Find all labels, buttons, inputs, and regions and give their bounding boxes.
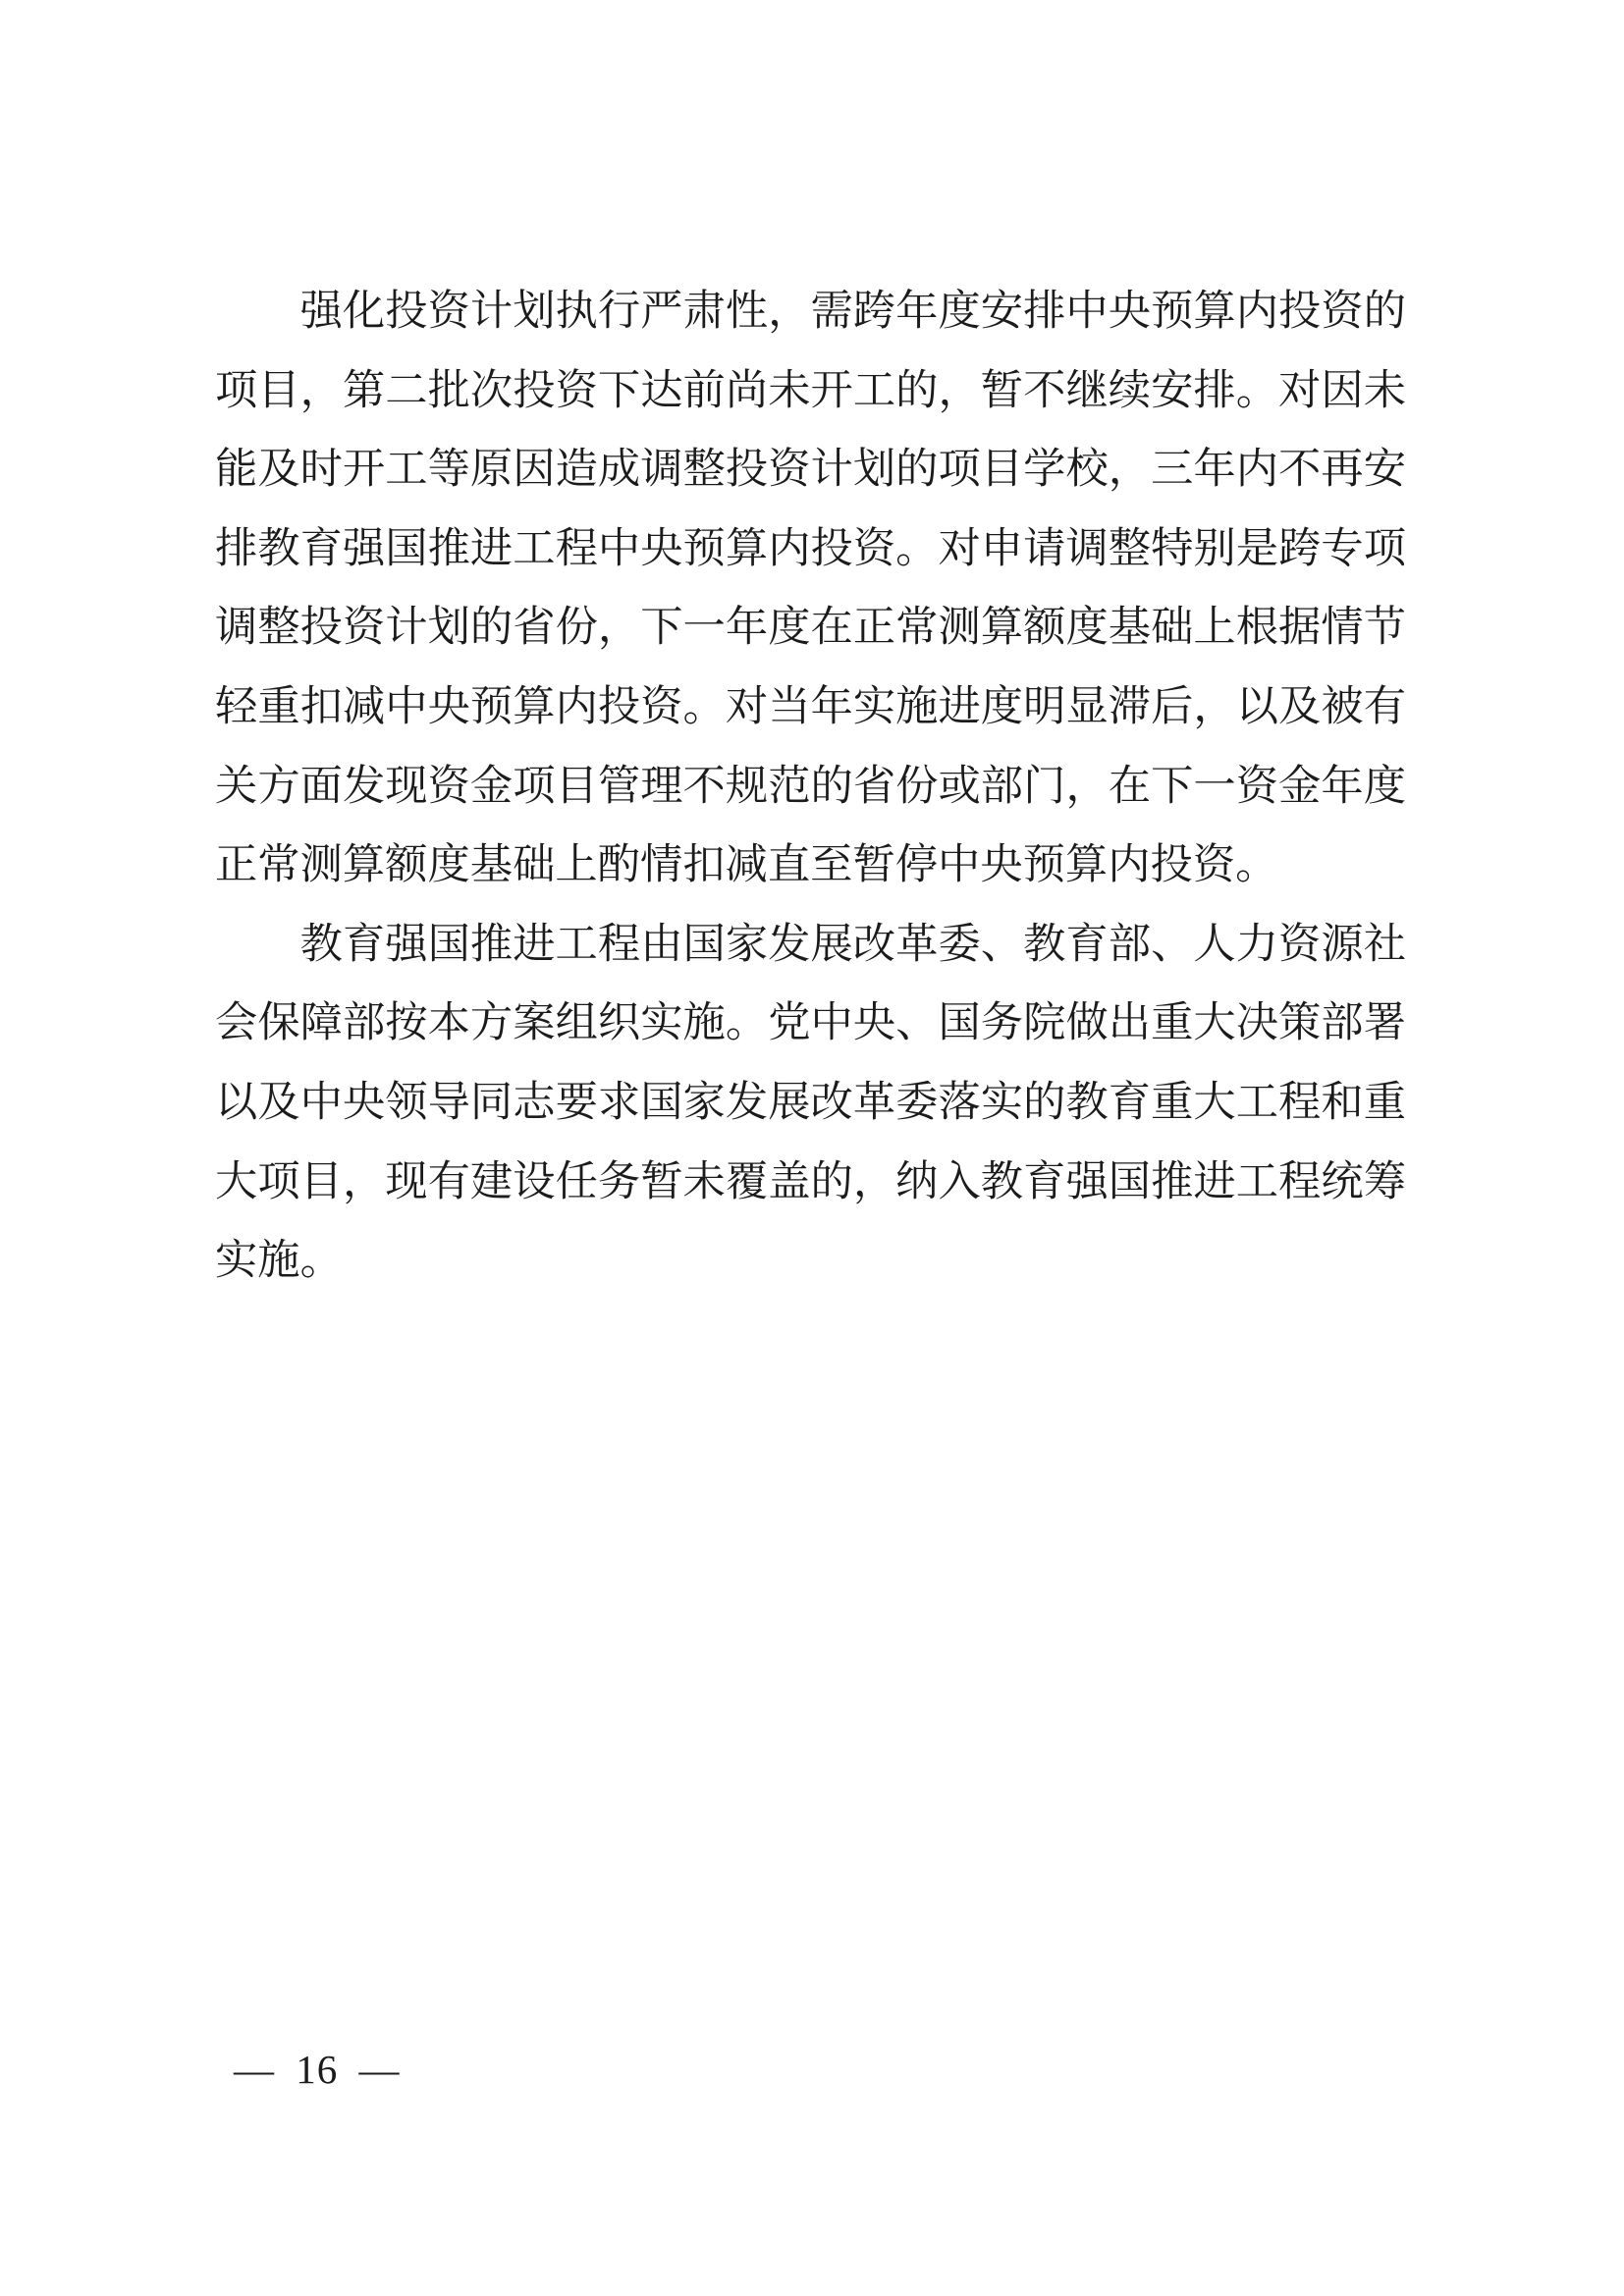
paragraph-investment-plan-discipline: 强化投资计划执行严肃性，需跨年度安排中央预算内投资的项目，第二批次投资下达前尚未开工的，暂不继续安排。对因未能及时开工等原因造成调整投资计划的项目学校，三年内不再安排教育强国推进工程中央预算内投资。对申请调整特别是跨专项调整投资计划的省份，下一年度在正常测算额度基础上根据情节轻重扣减中央预算内投资。对当年实施进度明显滞后，以及被有关方面发现资金项目管理不规范的省份或部门，在下一资金年度正常测算额度基础上酌情扣减直至暂停中央预算内投资。 — [215, 288, 1406, 889]
paragraph-implementation-organization: 教育强国推进工程由国家发展改革委、教育部、人力资源社会保障部按本方案组织实施。党中央、国务院做出重大决策部署以及中央领导同志要求国家发展改革委落实的教育重大工程和重大项目，现有建设任务暂未覆盖的，纳入教育强国推进工程统筹实施。 — [215, 920, 1406, 1285]
page-footer — [234, 2048, 401, 2091]
page-number: — 16 — — [234, 2047, 401, 2092]
document-body — [215, 272, 1406, 1301]
